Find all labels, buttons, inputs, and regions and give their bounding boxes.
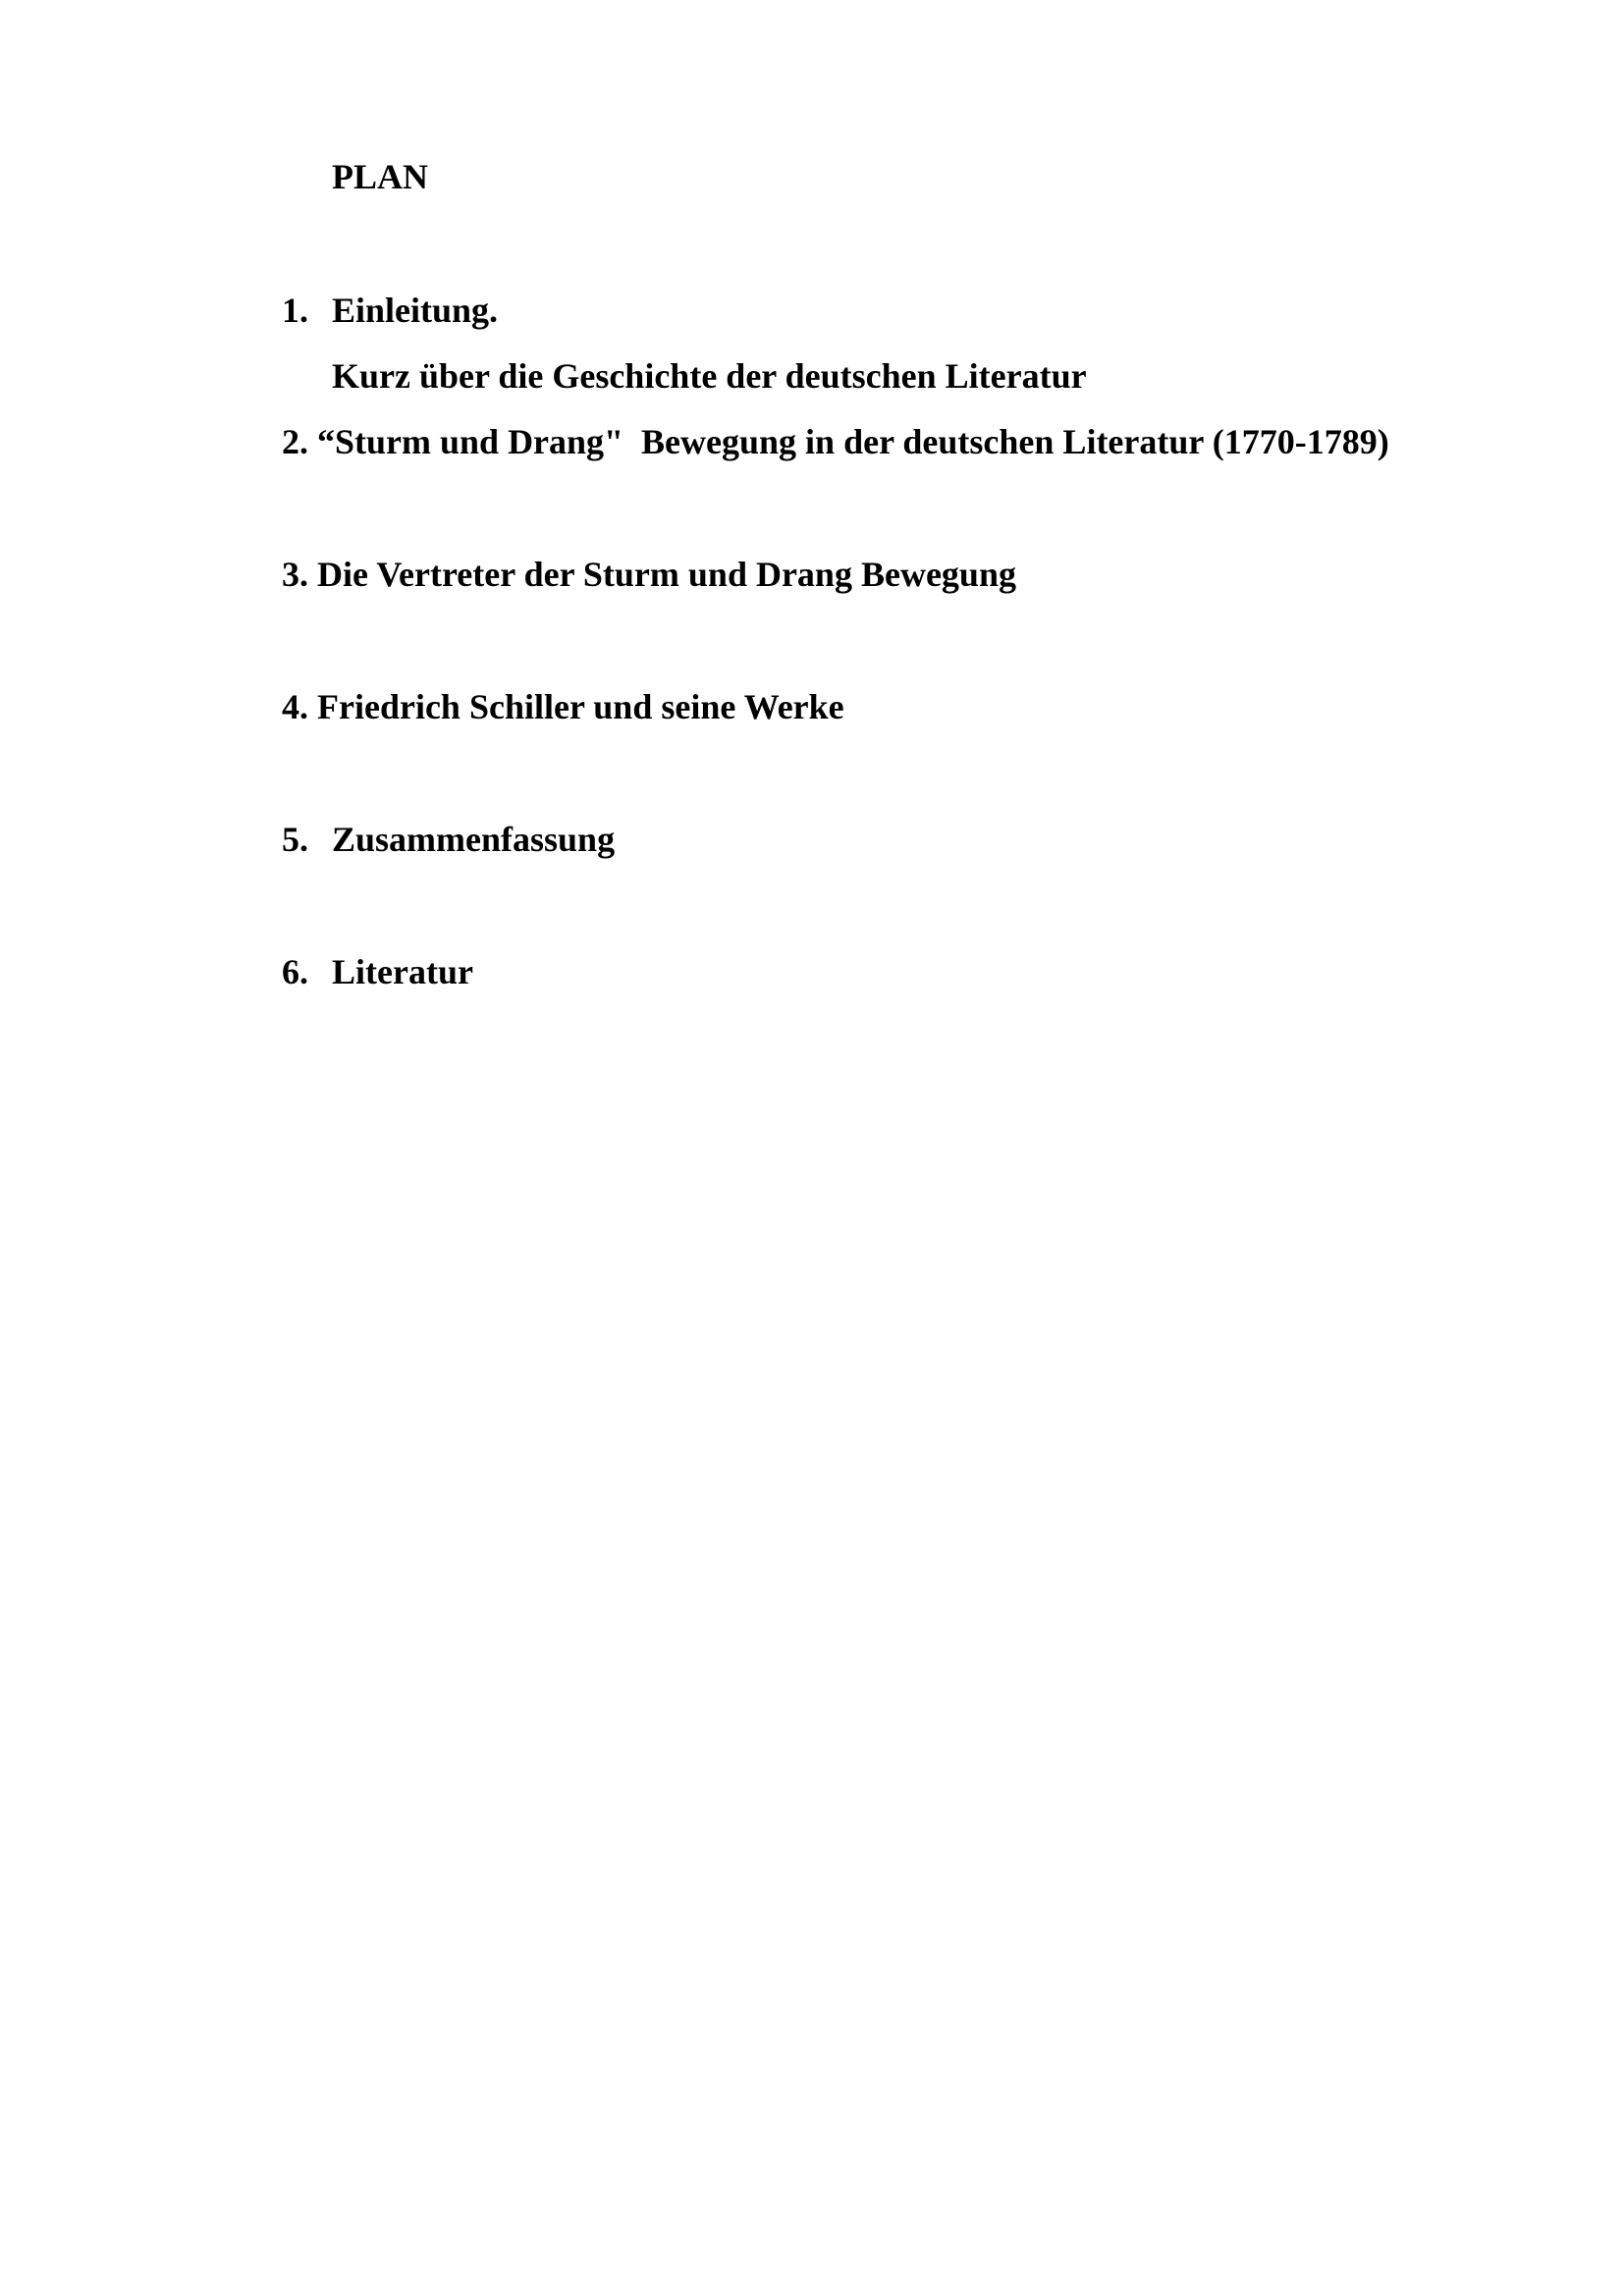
- plan-item-1-subtitle: Kurz über die Geschichte der deutschen Literatur: [332, 356, 1087, 396]
- plan-item-3: [282, 553, 1016, 596]
- plan-item-number: 5.: [282, 820, 308, 859]
- plan-item-number: 6.: [282, 952, 308, 991]
- plan-item-4: [282, 685, 844, 728]
- plan-item-text: Die Vertreter der Sturm und Drang Bewegung: [308, 555, 1016, 594]
- plan-item-number: 3.: [282, 555, 308, 594]
- plan-item-text: Einleitung.: [332, 291, 499, 330]
- page-title: PLAN: [332, 157, 428, 196]
- plan-item-text: Friedrich Schiller und seine Werke: [308, 687, 844, 726]
- plan-item-text: Zusammenfassung: [332, 820, 616, 859]
- plan-item-1: [282, 289, 498, 332]
- plan-item-number: 2.: [282, 422, 308, 461]
- plan-item-2: [282, 420, 1389, 463]
- plan-item-number: 1.: [282, 291, 308, 330]
- plan-item-text: “Sturm und Drang" Bewegung in der deutschen Literatur (1770-1789): [308, 422, 1389, 461]
- plan-item-6: [282, 950, 473, 993]
- plan-item-number: 4.: [282, 687, 308, 726]
- plan-item-text: Literatur: [332, 952, 473, 991]
- plan-item-5: [282, 818, 615, 861]
